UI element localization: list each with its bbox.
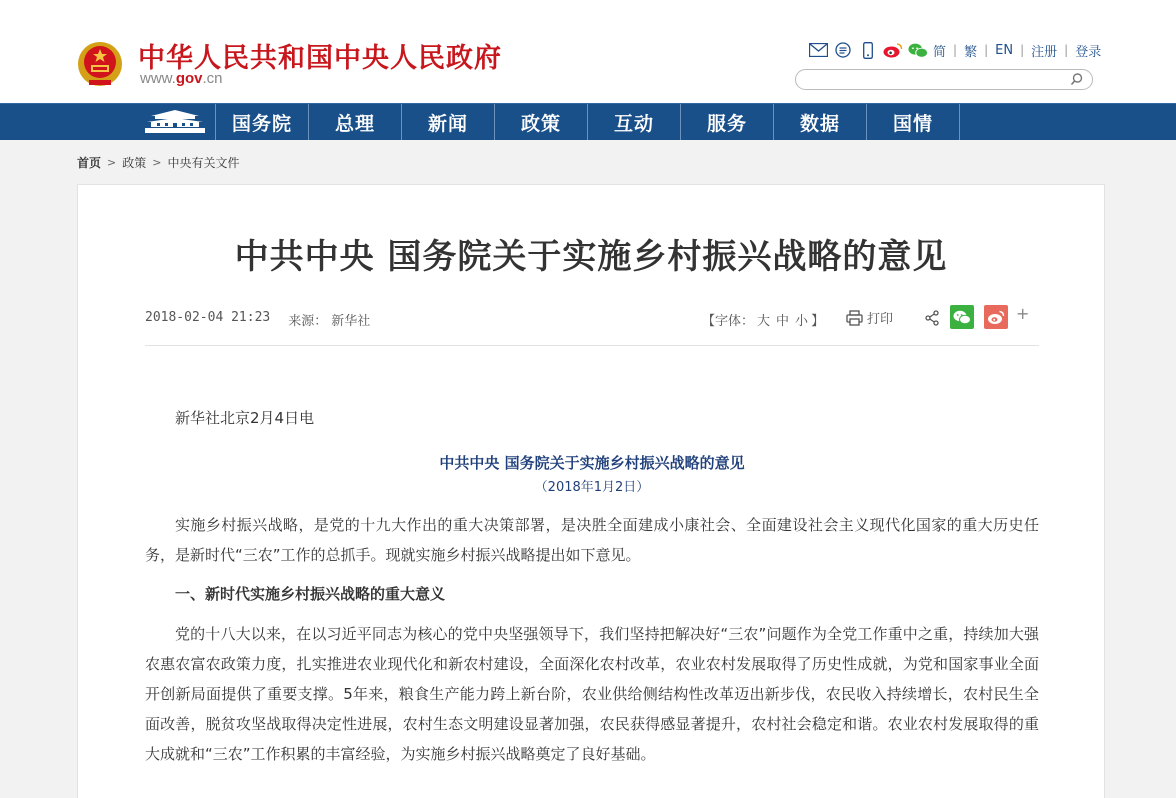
weibo-icon xyxy=(987,310,1005,325)
nav-home[interactable] xyxy=(135,104,216,140)
header-tools xyxy=(808,40,1101,60)
nav-item-news[interactable]: 新闻 xyxy=(402,104,495,140)
search-icon[interactable] xyxy=(1069,72,1084,87)
nav-items xyxy=(216,104,960,140)
separator: | xyxy=(1064,43,1069,57)
share-wechat-button[interactable] xyxy=(950,305,974,329)
article-body xyxy=(145,403,1039,769)
print-button[interactable] xyxy=(846,308,893,327)
site-url-gov: gov xyxy=(175,70,203,87)
source-name: 新华社 xyxy=(331,314,371,329)
site-title[interactable]: 中华人民共和国中央人民政府 xyxy=(138,43,502,74)
share-icon[interactable] xyxy=(924,310,940,326)
print-label: 打印 xyxy=(867,312,894,327)
article-title: 中共中央 国务院关于实施乡村振兴战略的意见 xyxy=(234,237,948,277)
tiananmen-home-icon xyxy=(143,109,207,135)
font-size-close: 】 xyxy=(811,314,825,329)
breadcrumb xyxy=(77,154,239,171)
register-link[interactable]: 注册 xyxy=(1031,44,1058,60)
nav-item-state-council[interactable]: 国务院 xyxy=(216,104,309,140)
nav-item-premier[interactable]: 总理 xyxy=(309,104,402,140)
share-weibo-button[interactable] xyxy=(984,305,1008,329)
meta-divider xyxy=(145,345,1039,346)
separator: | xyxy=(953,43,958,57)
chevron-right-icon: > xyxy=(107,156,117,169)
dateline: 新华社北京2月4日电 xyxy=(175,409,315,427)
site-url-prefix: www. xyxy=(140,70,176,87)
search-box xyxy=(795,69,1093,90)
nav-item-interaction[interactable]: 互动 xyxy=(588,104,681,140)
nav-item-data[interactable]: 数据 xyxy=(774,104,867,140)
login-link[interactable]: 登录 xyxy=(1075,44,1102,60)
nav-item-services[interactable]: 服务 xyxy=(681,104,774,140)
paragraph: 党的十八大以来，在以习近平同志为核心的党中央坚强领导下，我们坚持把解决好“三农”问题作为全党工作重中之重，持续加大强农惠农富农政策力度，扎实推进农业现代化和新农村建设，全面深化农村改革，农业农村发展取得了历史性成就，为党和国家事业全面开创新局面提供了重要支撑。5年来，粮食生产能力跨上新台阶，农业供给侧结构性改革迈出新步伐，农民收入持续增长，农村民生全面改善，脱贫攻坚战取得决定性进展，农村生态文明建设显著加强，农民获得感显著提升，农村社会稳定和谐。农业农村发展取得的重大成就和“三农”工作积累的丰富经验，为实施乡村振兴战略奠定了良好基础。 xyxy=(145,625,1039,763)
breadcrumb-central-documents[interactable]: 中央有关文件 xyxy=(167,156,240,170)
site-url[interactable] xyxy=(140,70,223,87)
breadcrumb-home[interactable]: 首页 xyxy=(77,156,102,170)
printer-icon xyxy=(846,310,863,326)
chevron-right-icon: > xyxy=(152,156,162,169)
search-input[interactable] xyxy=(806,72,1066,87)
article-meta xyxy=(145,310,370,329)
separator: | xyxy=(984,43,989,57)
font-size-small-button[interactable]: 小 xyxy=(795,314,809,329)
font-size-large-button[interactable]: 大 xyxy=(757,314,771,329)
breadcrumb-policy[interactable]: 政策 xyxy=(122,156,147,170)
national-emblem-icon[interactable] xyxy=(77,40,123,88)
mail-icon[interactable] xyxy=(808,41,828,59)
rss-icon[interactable] xyxy=(833,41,853,59)
mobile-icon[interactable] xyxy=(858,41,878,59)
font-size-controls xyxy=(702,310,824,329)
wechat-icon[interactable] xyxy=(908,41,928,59)
paragraph: 实施乡村振兴战略，是党的十九大作出的重大决策部署，是决胜全面建成小康社会、全面建设社会主义现代化国家的重大历史任务，是新时代“三农”工作的总抓手。现就实施乡村振兴战略提出如下意见。 xyxy=(145,516,1039,564)
separator: | xyxy=(1020,43,1025,57)
source-label: 来源： xyxy=(288,314,328,329)
nav-item-national-info[interactable]: 国情 xyxy=(867,104,960,140)
site-url-suffix: .cn xyxy=(202,70,223,87)
section-heading: 一、新时代实施乡村振兴战略的重大意义 xyxy=(175,585,446,603)
font-size-medium-button[interactable]: 中 xyxy=(776,314,790,329)
font-size-open: 【字体： xyxy=(702,314,755,329)
article-container xyxy=(77,184,1105,798)
link-english[interactable]: EN xyxy=(995,42,1014,58)
site-header xyxy=(0,0,1176,103)
document-title: 中共中央 国务院关于实施乡村振兴战略的意见 xyxy=(439,454,745,472)
document-date: （2018年1月2日） xyxy=(534,480,650,495)
wechat-icon xyxy=(953,310,971,325)
publish-datetime: 2018-02-04 21:23 xyxy=(145,310,271,325)
nav-item-policy[interactable]: 政策 xyxy=(495,104,588,140)
link-simplified-chinese[interactable]: 简 xyxy=(933,44,947,60)
more-share-button[interactable]: + xyxy=(1016,304,1030,323)
link-traditional-chinese[interactable]: 繁 xyxy=(964,44,978,60)
weibo-icon[interactable] xyxy=(883,41,903,59)
main-nav xyxy=(0,103,1176,140)
